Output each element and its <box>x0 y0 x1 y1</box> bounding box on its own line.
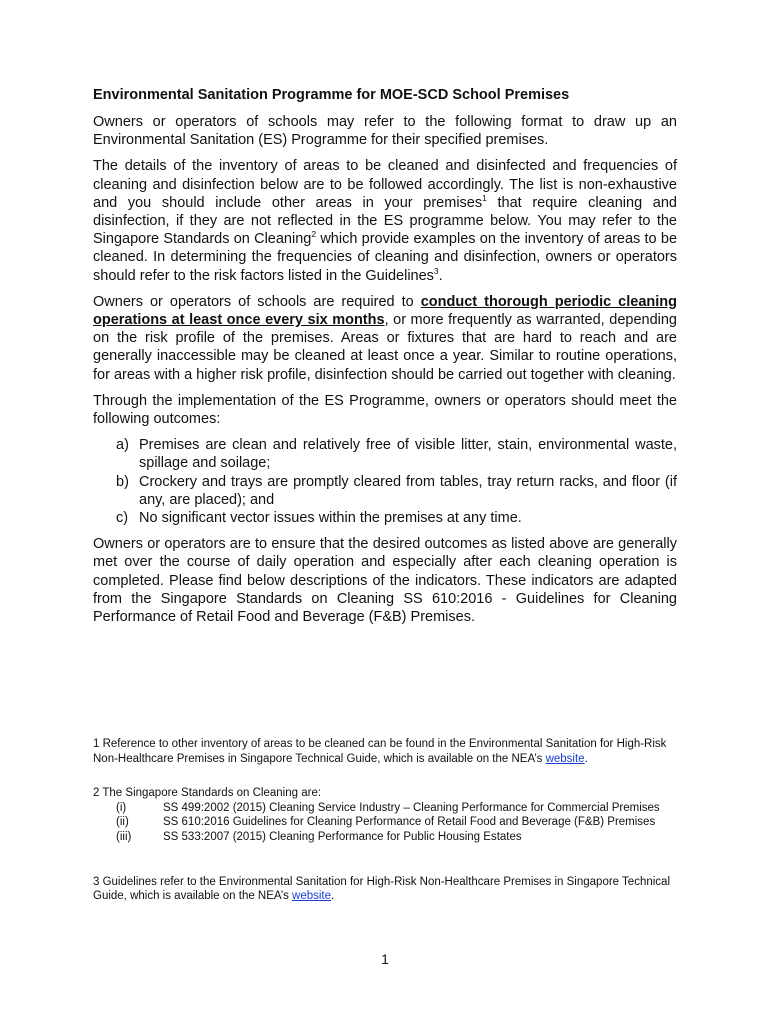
list-item-text: SS 533:2007 (2015) Cleaning Performance for Public Housing Estates <box>163 830 522 843</box>
outcomes-list <box>93 436 677 527</box>
footnote-3-text: 3 Guidelines refer to the Environmental Sanitation for High-Risk Non-Healthcare Premises in Singapore Technical Guide, which is available on the NEA’s <box>93 875 670 903</box>
list-marker: a) <box>116 437 129 454</box>
list-marker: b) <box>116 473 129 490</box>
document-body <box>93 86 677 634</box>
list-item-text: SS 499:2002 (2015) Cleaning Service Industry – Cleaning Performance for Commercial Premises <box>163 801 660 814</box>
footnote-1-end: . <box>584 752 588 765</box>
footnote-3-website-link[interactable]: website <box>292 890 332 903</box>
outcomes-intro: Through the implementation of the ES Programme, owners or operators should meet the following outcomes: <box>93 392 677 428</box>
inventory-text-1: The details of the inventory of areas to be cleaned and disinfected and frequencies of cleaning and disinfection below are to be followed accordingly. The list is non-exhaustive and you should include other areas in your premises <box>93 158 677 211</box>
footnote-2 <box>93 786 677 844</box>
list-item-text: No significant vector issues within the premises at any time. <box>139 510 522 527</box>
footnote-ref-2: 2 <box>311 229 317 240</box>
inventory-paragraph <box>93 157 677 284</box>
footnote-1 <box>93 737 677 766</box>
list-marker: c) <box>116 510 129 527</box>
footnotes <box>93 737 677 904</box>
list-item <box>93 509 677 527</box>
document-title: Environmental Sanitation Programme for MOE-SCD School Premises <box>93 87 570 103</box>
periodic-cleaning-paragraph <box>93 293 677 384</box>
list-item-text: Crockery and trays are promptly cleared from tables, tray return racks, and floor (if any, are placed); and <box>139 473 677 508</box>
list-item <box>93 801 677 816</box>
footnote-ref-1: 1 <box>482 192 487 203</box>
periodic-text-2: , or more frequently as warranted, depending on the risk profile of the premises. Areas or fixtures that are hard to reach and are generally inaccessible may be cleaned at least once a year. Similar to routine operations, for areas with a higher risk profile, disinfection should be carried out together with cleaning. <box>93 312 677 383</box>
list-item <box>93 815 677 830</box>
footnote-1-text: 1 Reference to other inventory of areas to be cleaned can be found in the Environmental Sanitation for High-Risk Non-Healthcare Premises in Singapore Technical Guide, which is available on the NEA’s <box>93 738 667 765</box>
footnote-2-intro: 2 The Singapore Standards on Cleaning are: <box>93 787 322 800</box>
footnote-3-end: . <box>331 890 335 903</box>
periodic-emphasis: conduct thorough periodic cleaning operations at least once every six months <box>93 293 677 329</box>
footnote-1-website-link[interactable]: website <box>545 752 585 765</box>
list-item <box>93 830 677 845</box>
list-marker: (ii) <box>116 816 129 829</box>
inventory-text-4: . <box>438 267 443 284</box>
indicators-paragraph: Owners or operators are to ensure that the desired outcomes as listed above are generally met over the course of daily operation and especially after each cleaning operation is completed. Please find below descriptions of the indicators. These indicators are adapted from the Singapore Standards on Cleaning SS 610:2016 - Guidelines for Cleaning Performance of Retail Food and Beverage (F&B) Premises. <box>93 536 677 626</box>
list-item-text: Premises are clean and relatively free of visible litter, stain, environmental waste, spillage and soilage; <box>139 437 677 472</box>
intro-paragraph: Owners or operators of schools may refer to the following format to draw up an Environmental Sanitation (ES) Programme for their specified premises. <box>93 114 677 149</box>
list-item <box>93 473 677 509</box>
list-marker: (iii) <box>116 830 132 843</box>
standards-list <box>93 801 677 845</box>
footnote-3 <box>93 875 677 904</box>
footnote-ref-3: 3 <box>433 265 439 276</box>
periodic-text-1: Owners or operators of schools are required to <box>93 293 421 310</box>
list-marker: (i) <box>116 801 127 814</box>
page-number: 1 <box>381 951 389 967</box>
list-item-text: SS 610:2016 Guidelines for Cleaning Performance of Retail Food and Beverage (F&B) Premises <box>163 816 656 829</box>
inventory-text-3: which provide examples on the inventory of areas to be cleaned. In determining the frequencies of cleaning and disinfection, owners or operators should refer to the risk factors listed in the Guidelines <box>93 231 678 284</box>
inventory-text-2: that require cleaning and disinfection, if they are not reflected in the ES programme below. You may refer to the Singapore Standards on Cleaning <box>93 194 677 248</box>
list-item <box>93 436 677 472</box>
